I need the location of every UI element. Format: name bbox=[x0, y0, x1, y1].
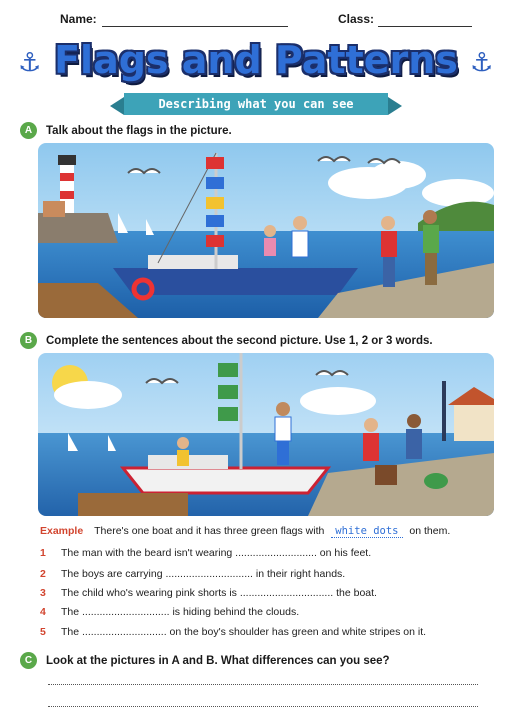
section-a-instruction: Talk about the flags in the picture. bbox=[46, 125, 232, 137]
answer-line[interactable] bbox=[48, 684, 478, 685]
section-a-badge: A bbox=[20, 122, 37, 139]
example-row bbox=[40, 525, 450, 538]
harbour-picture-b bbox=[38, 353, 494, 516]
section-b-badge: B bbox=[20, 332, 37, 349]
item-number: 4 bbox=[40, 606, 46, 618]
item-sentence[interactable]: The .............................. is hiding behind the clouds. bbox=[61, 606, 300, 618]
item-number: 2 bbox=[40, 568, 46, 580]
item-number: 3 bbox=[40, 587, 46, 599]
name-field[interactable] bbox=[102, 26, 288, 27]
anchor-icon: ⚓ bbox=[18, 48, 42, 78]
answer-line[interactable] bbox=[48, 706, 478, 707]
item-number: 1 bbox=[40, 547, 46, 559]
ribbon-tail-left bbox=[110, 97, 124, 115]
item-sentence[interactable]: The ............................. on the boy's shoulder has green and white stripes on it. bbox=[61, 626, 427, 638]
item-number: 5 bbox=[40, 626, 46, 638]
name-label: Name: bbox=[60, 12, 97, 26]
item-sentence[interactable]: The man with the beard isn't wearing ............................ on his feet. bbox=[61, 547, 372, 559]
ribbon-tail-right bbox=[388, 97, 402, 115]
example-label: Example bbox=[40, 525, 84, 537]
section-c-instruction: Look at the pictures in A and B. What differences can you see? bbox=[46, 655, 390, 667]
example-answer: white dots bbox=[331, 525, 402, 538]
item-sentence[interactable]: The child who's wearing pink shorts is ................................ the boat. bbox=[61, 587, 377, 599]
class-field[interactable] bbox=[378, 26, 472, 27]
class-label: Class: bbox=[338, 12, 375, 26]
section-c-badge: C bbox=[20, 652, 37, 669]
page-title: Flags and Patterns bbox=[54, 38, 458, 82]
example-text-end: on them. bbox=[409, 525, 451, 537]
subtitle-ribbon: Describing what you can see bbox=[124, 93, 388, 115]
harbour-scene-a bbox=[38, 143, 494, 318]
example-text: There's one boat and it has three green flags with bbox=[94, 525, 325, 537]
harbour-scene-b bbox=[38, 353, 494, 516]
anchor-icon: ⚓ bbox=[470, 48, 494, 78]
item-sentence[interactable]: The boys are carrying .............................. in their right hands. bbox=[61, 568, 346, 580]
section-b-instruction: Complete the sentences about the second picture. Use 1, 2 or 3 words. bbox=[46, 335, 433, 347]
harbour-picture-a bbox=[38, 143, 494, 318]
